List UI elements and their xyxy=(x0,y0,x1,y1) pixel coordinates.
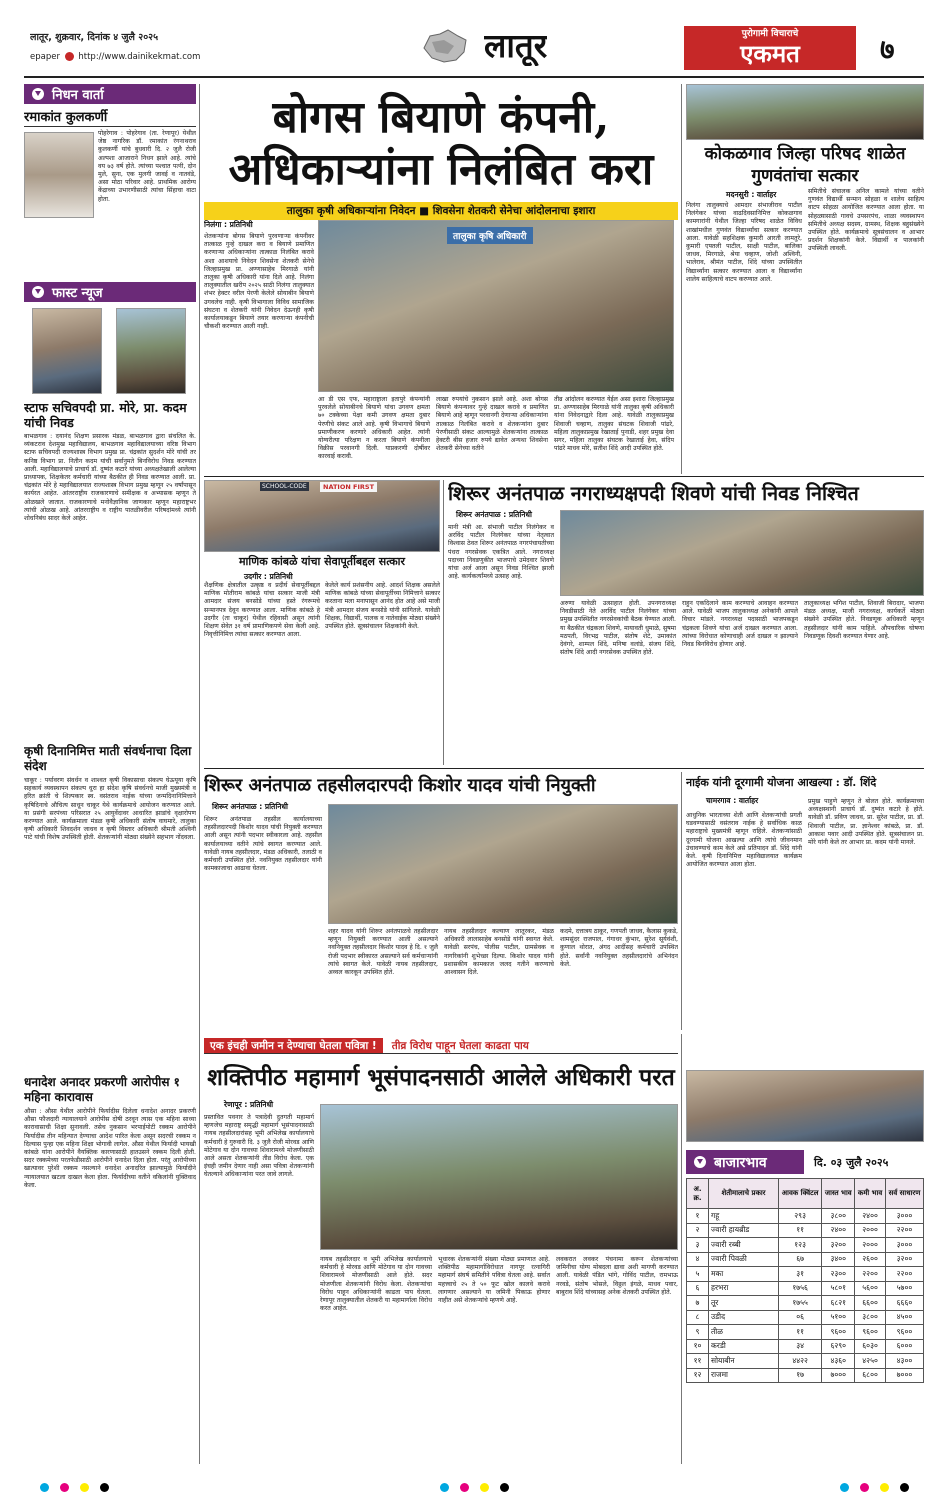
market-cell: ज्वारी पिवळी xyxy=(709,1252,779,1267)
market-cell: १२३ xyxy=(779,1238,822,1253)
market-cell: ३१ xyxy=(779,1267,822,1282)
market-cell: सोयाबीन xyxy=(709,1354,779,1369)
globe-icon xyxy=(65,52,74,61)
shirur2-story xyxy=(204,772,678,1030)
market-row xyxy=(687,1238,924,1253)
masthead xyxy=(0,0,945,78)
market-cell: गहू xyxy=(709,1209,779,1224)
lead-col2: आ डी एस एफ, महाराष्ट्राला इतापुरे कंपन्यांनी पुरवलेले सोयाबीनचे बियाणे यांचा उगवण क्षमता ७० टक्केच्या पेक्षा कमी उगवण क्षमता दुबार पेरणीचे संकट आले आहे. कृषी विभागाचे बियाणे प्रमाणीकरण करणारे अधिकारी आहेत. त्यांनी योग्यरीत्या परिक्षण न करता बियाणे कंपनीला विक्रीस परवानगी दिली. याप्रकरणी दोषींवर कारवाई करावी. xyxy=(318,396,430,461)
shaktipeeth-story xyxy=(204,1058,678,1464)
lead-photo-sign: तालुका कृषि अधिकारी xyxy=(447,227,533,244)
market-cell: ५ xyxy=(687,1267,709,1282)
krishi-headline: कृषी दिनानिमित्त माती संवर्धनाचा दिला संदेश xyxy=(24,744,192,773)
kicker-line xyxy=(204,1034,678,1054)
market-cell: ज्वारी हायब्रीड xyxy=(709,1223,779,1238)
shirur1-col2: राहुन एकदिलाने काम करण्याचे आवाहन करण्यात आले. यावेळी भाजप तालुकाध्यक्ष अनेकांनी आपले विचार मांडले. नगराध्यक्ष पदासाठी भाजपकडून चंद्रकला शिवणे यांचा अर्ज दाखल करण्यात आला. त्यांच्या विरोधात कोणाचाही अर्ज दाखल न झाल्याने निवड बिनविरोध होणार आहे. xyxy=(682,600,798,649)
market-cell: ०६ xyxy=(779,1310,822,1325)
market-table-header xyxy=(687,1179,924,1209)
shirur1-headline: शिरूर अनंतपाळ नगराध्यक्षपदी शिवणे यांची निवड निश्चित xyxy=(448,482,859,505)
masthead-rule xyxy=(24,76,924,78)
market-row xyxy=(687,1296,924,1311)
registration-mark xyxy=(440,1483,449,1492)
market-cell: ३००० xyxy=(885,1209,923,1224)
naik-story xyxy=(686,772,924,1144)
registration-mark xyxy=(840,1483,849,1492)
registration-mark xyxy=(500,1483,509,1492)
registration-mark xyxy=(60,1483,69,1492)
top-right-story xyxy=(686,84,924,474)
market-cell: ३२०० xyxy=(885,1252,923,1267)
market-cell: २४०० xyxy=(855,1209,886,1224)
kicker-highlight: एक इंचही जमीन न देण्याचा घेतला पवित्रा ! xyxy=(204,1038,383,1054)
col-header: जास्त भाव xyxy=(822,1179,855,1209)
market-box xyxy=(686,1150,924,1464)
registration-mark xyxy=(40,1483,49,1492)
fast-news-bar: फास्ट न्यूज xyxy=(24,282,196,302)
lead-divider xyxy=(681,84,682,474)
naik-col2: प्रमुख पाहुणे म्हणून ते बोलत होते. कार्यक्रमाच्या अध्यक्षस्थानी प्राचार्य डॉ. दुष्यंत कटारे हे होते. यावेळी डॉ. प्रविण जाधव, प्रा. सुरेश पाटील, प्रा. डॉ. शिवाजी पाटील, प्रा. ज्ञानेश्वर कांबळे, प्रा. डॉ. आकाश पवार आदी उपस्थित होते. सूत्रसंचालन प्रा. मोरे यांनी केले तर आभार प्रा. कदम यांनी मानले. xyxy=(808,798,924,847)
shirur2-col2: शहर यादव यांनी शिरूर अनंतपाळचे तहसीलदार म्हणून नियुक्ती करण्यात आली असल्याने नवनियुक्त तहसीलदार किशोर यादव हे दि. १ जुलै रोजी पदभार स्वीकारत असल्याने सर्व कर्मचाऱ्यांनी त्यांचे स्वागत केले. यावेळी नायब तहसीलदार, अव्वल कारकून उपस्थित होते. xyxy=(328,928,438,977)
market-cell: ९६०० xyxy=(822,1325,855,1340)
market-cell: मका xyxy=(709,1267,779,1282)
market-cell: ६६०० xyxy=(855,1296,886,1311)
market-cell: ३००० xyxy=(885,1238,923,1253)
market-cell: २३०० xyxy=(822,1267,855,1282)
market-cell: ६७ xyxy=(779,1252,822,1267)
brand-tagline: पुरोगामी विचाराचे xyxy=(741,29,799,39)
lead-photo xyxy=(318,220,674,392)
obituary-photo xyxy=(24,132,94,218)
market-cell: २००० xyxy=(855,1238,886,1253)
dhanadesh-headline: धनादेश अनादर प्रकरणी आरोपीस १ महिना कारावास xyxy=(24,1075,180,1104)
col-header: अ. क्र. xyxy=(687,1179,709,1209)
shirur1-story xyxy=(448,480,924,765)
section-rule-2 xyxy=(204,768,924,769)
market-cell: १० xyxy=(687,1339,709,1354)
top-right-dateline: मदनसुरी : वार्ताहर xyxy=(726,190,777,199)
shirur2-col4: कदमे, दत्तात्रय ठाकूर, गणपती जाधव, कैलास कुकडे, शामसुंदर राजपाल, गंगाधर कुंभार, सुरेश सूर्यवंशी, कुणाल थोरात, अंगद आदींसह कर्मचारी उपस्थित होते. सर्वांनी नवनियुक्त तहसीलदारांचे अभिनंदन केले. xyxy=(560,928,678,968)
sanman-headline: माणिक कांबळे यांचा सेवापूर्तीबद्दल सत्कार xyxy=(238,555,406,568)
portrait-kadam xyxy=(116,308,186,394)
kicker-rest: तीव्र विरोध पाहून घेतला काढता पाय xyxy=(391,1040,529,1052)
market-cell: ५१०० xyxy=(822,1310,855,1325)
market-cell: ४३६० xyxy=(822,1354,855,1369)
date-line: लातूर, शुक्रवार, दिनांक ४ जुलै २०२५ xyxy=(30,32,159,43)
market-cell: ९६०० xyxy=(855,1325,886,1340)
market-cell: ११ xyxy=(687,1354,709,1369)
registration-mark xyxy=(860,1483,869,1492)
sanman-photo xyxy=(204,480,440,552)
brand-logo xyxy=(684,26,856,70)
market-cell: ३८०० xyxy=(822,1209,855,1224)
market-cell: ३२०० xyxy=(822,1238,855,1253)
market-cell: ११ xyxy=(779,1325,822,1340)
market-title-bar: बाजारभाव xyxy=(686,1150,804,1174)
market-row xyxy=(687,1267,924,1282)
registration-mark xyxy=(480,1483,489,1492)
sanman-divider xyxy=(443,480,444,765)
shaktipeeth-col1: प्रस्तावित पवनार ते पत्रादेवी दुतगती महामार्ग म्हणजेच महाराष्ट्र समृद्धी महामार्ग भूसंपादनासाठी नायब तहसीलदारांसह भूमी अभिलेख कार्यालयाचे कर्मचारी हे गुरुवारी दि. ३ जुलै रोजी मोरवड आणि मोटेगाव या दोन गावच्या शिवारामध्ये मोजणीसाठी आले असता शेतकऱ्यांनी तीव्र विरोध केला. एक इंचही जमीन देणार नाही असा पवित्रा शेतकऱ्यांनी घेतल्याने अधिकाऱ्यांना परत जावे लागले. xyxy=(204,1114,314,1179)
brand-name: एकमत xyxy=(740,39,800,68)
shirur2-col3: नायब तहसीलदार कल्याण लातूरकर, मंडळ अधिकारी लालासाहेब बनसोडे यांनी स्वागत केले. यावेळी सरपंच, पोलीस पाटील, ग्रामसेवक व नागरिकांनी शुभेच्छा दिल्या. किशोर यादव यांनी प्रशासकीय कामकाज जलद गतीने करण्याचे आश्वासन दिले. xyxy=(444,928,554,977)
market-cell: ६८२१ xyxy=(822,1296,855,1311)
registration-mark xyxy=(100,1483,109,1492)
market-cell: ६६६० xyxy=(885,1296,923,1311)
shaktipeeth-col2: नायब तहसीलदार व भूमी अभिलेख कार्यालयाचे कर्मचारी हे मोरवड आणि मोटेगाव या दोन गावच्या शिवारामध्ये मोजणीसाठी आले होते. सदर मोजणीला शेतकऱ्यांनी विरोध केला. शेतकऱ्यांचा विरोध पाहून अधिकाऱ्यांनी काढता पाय घेतला. रेणापूर तालुक्यातील शेतकरी या महामार्गाला विरोध करत आहेत. xyxy=(320,1256,432,1313)
fast-news-headline: स्टाफ सचिवपदी प्रा. मोरे, प्रा. कदम यांची निवड xyxy=(24,400,187,430)
market-row xyxy=(687,1368,924,1383)
market-cell: ४४२२ xyxy=(779,1354,822,1369)
market-cell: ५६०० xyxy=(855,1281,886,1296)
sanman-banner1: SCHOOL-CODE xyxy=(262,483,307,490)
sanman-dateline: उदगीर : प्रतिनिधी xyxy=(244,572,293,581)
shirur1-photo xyxy=(560,510,924,596)
market-cell: १२ xyxy=(687,1368,709,1383)
top-right-col2: समितीचे संचालक अनिल कामले यांच्या वतीने गुणवंत विद्यार्थी सन्मान सोहळा व शालेय साहित्य वाटप सोहळा आयोजित करण्यात आला होता. या सोहळ्यासाठी गावचे उपसरपंच, शाळा व्यवस्थापन समितीचे अध्यक्ष सदस्य, ग्रामस्थ, शिक्षक बहुसंख्येने उपस्थित होते. कार्यक्रमाचे सूत्रसंचालन व आभार प्रदर्शन शिक्षकांनी केले. विद्यार्थी व पालकांनी उपस्थिती लावली. xyxy=(808,188,924,253)
obituary-bar: निधन वार्ता xyxy=(24,84,196,104)
market-row xyxy=(687,1354,924,1369)
page-number: ७ xyxy=(880,33,895,66)
market-cell: २९३ xyxy=(779,1209,822,1224)
registration-mark xyxy=(900,1483,909,1492)
bullet-icon xyxy=(32,88,44,100)
market-cell: ३८०० xyxy=(855,1310,886,1325)
lead-col3: लाखा रुपयांचे नुकसान झाले आहे. अशा बोगस बियाणे कंपन्यावर गुन्हे दाखल करावे व प्रमाणित बियाणे आहे म्हणून परवानगी देणाऱ्या अधिकाऱ्यांना तात्काळ निलंबित करावे व शेतकऱ्यांना दुबार पेरणीसाठी संकट आल्यामुळे शेतकऱ्यांना तात्काळ हेक्टरी बीस हजार रुपये द्यावेत अन्यथा शिवसेना शेतकरी सेनेच्या वतीने xyxy=(436,396,549,453)
shirur1-col1: अरुणा यावेळी उत्साहात होती. उपनगराध्यक्ष निवडीसाठी नेते अरविंद पाटील निलंगेकर यांच्या प्रमुख उपस्थितीत नगरसेवकांची बैठक घेण्यात आली. या बैठकीत चंद्रकला शिवणे, मायावती धुमाळे, सुषमा मठपती, विरभद्र पाटील, संतोष शेटे, उमाकांत देवंगरे, शाम्पल शिंदे, मनिषा वलांडे, संजय शिंदे, संतोष शिंदे आदी नगरसेवक उपस्थित होते. xyxy=(560,600,676,657)
market-cell: ३४०० xyxy=(822,1252,855,1267)
naik-dateline: चामरगाव : वार्ताहर xyxy=(706,796,759,805)
market-cell: २६०० xyxy=(855,1252,886,1267)
shaktipeeth-photo xyxy=(320,1104,678,1250)
market-row xyxy=(687,1310,924,1325)
market-row xyxy=(687,1252,924,1267)
market-header xyxy=(686,1150,924,1174)
naik-headline: नाईक यांनी दूरगामी योजना आखल्या : डॉ. शिंदे xyxy=(686,776,877,789)
printer-marks-bottom xyxy=(0,1478,945,1498)
market-cell: २००० xyxy=(855,1223,886,1238)
shaktipeeth-col3: भूधारक शेतकऱ्यांनी संख्या मोठ्या प्रमाणात आहे. शक्तिपीठ महामार्गाविरोधात नागपूर रत्नागिरी महामार्ग संघर्ष समितीने पवित्रा घेतला आहे. सर्वात महत्त्वाचे २५ ते ५० फूट खोल कालवे करावे लागणार असल्याने या जमिनी पिकाऊ होणार नाहीत असे शेतकऱ्यांचे म्हणणे आहे. xyxy=(438,1256,550,1305)
shirur2-photo xyxy=(328,804,678,924)
sanman-col2: केलेले कार्य प्रशंसनीय आहे. आदर्श शिक्षक असलेले माणिक कांबळे यांच्या सेवापूर्तीच्या निमित्ताने सत्कार करताना मला मनापासून आनंद होत आहे असे माजी मंत्री आमदार संजय बनसोडे यांनी सांगितले. यावेळी शिक्षक, विद्यार्थी, पालक व नातेवाईक मोठ्या संख्येने उपस्थित होते. सूत्रसंचालन शिक्षकांनी केले. xyxy=(325,582,440,631)
naik-col1: आधुनिक भारताच्या शेती आणि शेतकऱ्यांची प्रगती घडवण्यासाठी वसंतराव नाईक हे सर्वाधिक काळ महाराष्ट्राचे मुख्यमंत्री म्हणून राहिले. शेतकऱ्यांसाठी दूरगामी योजना आखल्या आणि त्यांचे जीवनमान उंचावण्याचे काम केले असे प्रतिपादन डॉ. शिंदे यांनी केले. कृषी दिनानिमित्त महाविद्यालयात कार्यक्रम आयोजित करण्यात आला होता. xyxy=(686,812,802,869)
bullet-icon xyxy=(32,286,44,298)
shirur1-dateline: शिरूर अनंतपाळ : प्रतिनिधी xyxy=(456,510,532,519)
students-photo xyxy=(686,84,924,140)
market-cell: २२०० xyxy=(885,1267,923,1282)
col-header: सर्व साधारण xyxy=(885,1179,923,1209)
market-cell: ६०३० xyxy=(855,1339,886,1354)
epaper-label xyxy=(30,52,200,62)
epaper-text: epaper xyxy=(30,52,60,62)
market-cell: ४ xyxy=(687,1252,709,1267)
col-header: कमी भाव xyxy=(855,1179,886,1209)
market-cell: १७ xyxy=(779,1368,822,1383)
market-cell: ५७०० xyxy=(885,1281,923,1296)
shirur1-col3: तालुकाध्यक्ष भगिश पाटील, शिवाजी बिरादार, भाजपा मंडळ अध्यक्ष, माजी नगराध्यक्ष, कार्यकर्ते मोठ्या संख्येने उपस्थित होते. निवडणूक अधिकारी म्हणून तहसीलदार यांनी काम पाहिले. औपचारिक घोषणा निवडणूक दिवशी करण्यात येणार आहे. xyxy=(804,600,924,640)
market-cell: ७००० xyxy=(822,1368,855,1383)
market-cell: ४५०० xyxy=(885,1310,923,1325)
fast-news-text: बाभळगाव : दयानंद शिक्षण प्रसारक मंडळ, बाभळगाव द्वारा संचलित के. व्यंकटराव देशमुख महाविद्यालय, बाभळगाव महाविद्यालयाच्या वरिष्ठ विभाग स्टाफ सचिवपदी राज्यशास्त्र विभाग प्रमुख प्रा. चंद्रकांत सुदर्शन मोरे यांची तर कनिष्ठ विभाग प्रा. नितीन कदम यांची सर्वानुमते बिनविरोध निवड करण्यात आली. महाविद्यालयाचे प्राचार्य डॉ. दुष्यंत कटारे यांच्या अध्यक्षतेखाली आलेल्या प्राध्यापक, शिक्षकेतर कर्मचारी यांच्या बैठकीत ही निवड करण्यात आली. प्रा. चंद्रकांत मोरे हे महाविद्यालयात राज्यशास्त्र विभाग प्रमुख म्हणून २५ वर्षांपासून कार्यरत आहेत. आंतरराष्ट्रीय राजकारणाचे समीक्षक व अभ्यासक म्हणून ते ओळखले जातात. राजकारणाचे मनोवैज्ञानिक जाणकार म्हणून महाराष्ट्रभर त्यांची ओळख आहे. आंतरराष्ट्रीय व राष्ट्रीय पातळीवरील परिषदांमध्ये त्यांनी शोधनिबंध सादर केले आहेत. xyxy=(24,433,196,523)
sanman-col1: शैक्षणिक क्षेत्रातील उत्कृष्ठ व प्रदीर्घ सेवापूर्तीबद्दल माणिक मोतीराम कांबळे यांचा सत्कार माजी मंत्री आमदार संजय बनसोडे यांच्या हस्ते रंगरूमचे सन्मानपत्र देवून करण्यात आला. माणिक कांबळे हे उदगीर (ता चाकूर) येथील रहिवासी असून त्यांनी शिक्षण सेवेत ३१ वर्ष प्रामाणिकपणे सेवा केली आहे. निवृत्तीनिमित्त त्यांचा सत्कार करण्यात आला. xyxy=(204,582,320,639)
lead-col4: तीव्र आंदोलन करण्यात येईल असा इशारा जिल्हाप्रमुख प्रा. अण्णासाहेब मिरगाळे यांनी तालुका कृषी अधिकारी यांना निवेदनाद्वारे दिला आहे. यावेळी तालुकाप्रमुख शिवाजी चव्हाण, तालुका संघटक शिवाजी पांढरे, महिला तालुकाप्रमुख रेखाताई पुनाडी, शहर प्रमुख देवा सगर, महिला तालुका संघटक रेखाताई हेवा, संदिप पांढरे माधव मोरे, सतीश शिंदे आदी उपस्थित होते. xyxy=(554,396,674,453)
market-row xyxy=(687,1325,924,1340)
market-cell: राजमा xyxy=(709,1368,779,1383)
lead-dateline: निलंगा : प्रतिनिधी xyxy=(204,220,253,229)
website-url[interactable]: http://www.dainikekmat.com xyxy=(78,52,201,62)
market-cell: ४३०० xyxy=(885,1354,923,1369)
market-cell: ज्वारी रब्बी xyxy=(709,1238,779,1253)
lead-col1: शेतकऱ्यांना बोगस बियाणे पुरवणाऱ्या कंपनीवर तात्काळ गुन्हे दाखल करा व बियाणे प्रमाणित करणाऱ्या अधिकाऱ्यांना तात्काळ निलंबित करावे अशा आशयाचे निवेदन शिवसेना शेतकरी सेनेचे जिल्हाप्रमुख प्रा. अण्णासाहेब मिरगाळे यांनी तालुका कृषी अधिकारी यांना दिले आहे. निलंगा तालुक्यातील खरीप २०२५ साठी निलंगा तालुक्यात शंभर हेक्टर वरील पेरणी केलेले सोयाबीन बियाणे उगवलेच नाही. कृषी विभागाला विविध सामाजिक संघटना व शेतकरी यांनी निवेदन देऊनही कृषी कार्यालयाकडून बियाणे तयार करणाऱ्या कंपनीची चौकशी करण्यात आली नाही. xyxy=(204,233,314,331)
obituary-name: रमाकांत कुलकर्णी xyxy=(24,107,196,127)
city-name: लातूर xyxy=(484,26,548,65)
market-cell: २२०० xyxy=(885,1223,923,1238)
bullet-icon xyxy=(694,1156,706,1168)
market-cell: ४२५० xyxy=(855,1354,886,1369)
top-right-col1: निलंगा तालुक्याचे आमदार संभाजीराव पाटील निलंगेकर यांच्या वाढदिवसानिमित्त कोकळगाव कामगारांनी येथील जिल्हा परिषद शाळेत विविध शाखांमधील गुणवंत विद्यार्थ्यांचा सत्कार करण्यात आला. यावेळी सहशिक्षक कुमारी आरती लामतुरे, कुमारी एफ्तली पाटील, साक्षी पाटील, बालिका जाधव, मिरगाळे, श्रेया चव्हाण, जोशी अश्विनी, भालेराव, श्रीमंत पाटील, शिंदे यांच्या उपस्थितीत विद्यार्थ्यांना सत्कार करण्यात आला व विद्यार्थ्यांना शालेय साहित्याचे वाटप करण्यात आले. xyxy=(686,202,802,283)
market-row xyxy=(687,1339,924,1354)
market-cell: ३ xyxy=(687,1238,709,1253)
portrait-more xyxy=(32,308,102,394)
market-cell: ६ xyxy=(687,1281,709,1296)
naik-photo xyxy=(686,1070,924,1142)
shirur2-dateline: शिरूर अनंतपाळ : प्रतिनिधी xyxy=(212,802,288,811)
market-cell: ६००० xyxy=(885,1339,923,1354)
section-rule-1 xyxy=(204,476,924,477)
registration-mark xyxy=(460,1483,469,1492)
market-cell: २ xyxy=(687,1223,709,1238)
dhanadesh-text: औसा : औसा येथील आरोपीने फिर्यादीस दिलेला धनादेश अनादर प्रकरणी औसा फौजदारी न्यायालयाने आरोपीस दोषी ठरवून त्यास एक महिना साध्या कारावासाची शिक्षा सुनावली. तसेच नुकसान भरपाईपोटी रक्कम आरोपीने फिर्यादीस तीन महिन्यात देण्याचा आदेश पारित केला असून सदरची रक्कम न दिल्यास पुन्हा एक महिना शिक्षा भोगावी लागेल. औसा येथील फिर्यादी भायखी कांबळे यांना आरोपीने वैयक्तिक कारणासाठी हातउसने रक्कम दिली होती. सदर रक्कमेच्या परतफेडीसाठी आरोपीने धनादेश दिला होता. परंतु आरोपीच्या खात्यावर पुरेशी रक्कम नसल्याने धनादेश अनादरित झाल्यामुळे फिर्यादीने न्यायालयात खटला दाखल केला होता. फिर्यादीच्या वतीने वकिलांनी युक्तिवाद केला. xyxy=(24,1108,196,1189)
shirur2-col1: शिरूर अनंतपाळ तहसील कार्यालयाच्या तहसीलदारपदी किशोर यादव यांची नियुक्ती करण्यात आली असून त्यांनी पदभार स्वीकारला आहे. तहसील कार्यालयाच्या वतीने त्यांचे स्वागत करण्यात आले. यावेळी नायब तहसीलदार, मंडळ अधिकारी, तलाठी व कर्मचारी उपस्थित होते. नवनियुक्त तहसीलदार यांनी कामकाजाचा आढावा घेतला. xyxy=(204,816,322,873)
shirur2-headline: शिरूर अनंतपाळ तहसीलदारपदी किशोर यादव यांची नियुक्ती xyxy=(204,775,596,796)
shaktipeeth-divider xyxy=(681,1034,682,1464)
market-cell: १७५६ xyxy=(779,1281,822,1296)
market-cell: २२०० xyxy=(855,1267,886,1282)
lead-headline-1: बोगस बियाणे कंपनी, xyxy=(272,92,610,143)
market-cell: ६२९० xyxy=(822,1339,855,1354)
shaktipeeth-headline: शक्तिपीठ महामार्ग भूसंपादनसाठी आलेले अधिकारी परत xyxy=(207,1064,675,1091)
shaktipeeth-dateline: रेणापूर : प्रतिनिधी xyxy=(224,1100,274,1109)
market-cell: ५८०१ xyxy=(822,1281,855,1296)
market-date: दि. ०३ जुलै २०२५ xyxy=(814,1155,889,1169)
shirur1-lead: मानी मंत्री आ. संभाजी पाटील निलंगेकर व अरविंद पाटील निलंगेकर यांच्या नेतृत्वात विश्वास ठेवत शिरूर अनंतपाळ नगरपंचायतीच्या पंधरा नगरसेवक एकत्रित आले. नगराध्यक्ष पदाच्या निवडणुकीत भाजपाचे उमेदवार शिवणे यांचा अर्ज आला असून निवड निश्चित झाली आहे. कार्यकर्त्यांमध्ये उत्साह आहे. xyxy=(448,524,554,581)
market-cell: हरभरा xyxy=(709,1281,779,1296)
market-cell: ८ xyxy=(687,1310,709,1325)
left-column-divider xyxy=(199,84,200,1464)
col-header: आवक क्विंटल xyxy=(779,1179,822,1209)
market-row xyxy=(687,1209,924,1224)
sanman-banner2: NATION FIRST xyxy=(320,482,377,492)
registration-mark xyxy=(80,1483,89,1492)
market-cell: ६८०० xyxy=(855,1368,886,1383)
obituary-text: पोहरेगाव : पोहरेगाव (ता. रेणापूर) येथील जेष्ठ नागरिक डॉ. रमाकांत रंगनाथराव कुलकर्णी यांचे बुधवारी दि. २ जुलै रोजी अल्पशा आजाराने निधन झाले आहे. त्यांचे वय ७३ वर्ष होते. त्यांच्या पश्चात पत्नी, दोन मुले, सुना, एक मुलगी जावई व नातवंडे, असा मोठा परिवार आहे. प्राथमिक आरोग्य केंद्राच्या उभारणीसाठी त्यांचा सिंहाचा वाटा होता. xyxy=(98,130,196,203)
market-cell: उडीद xyxy=(709,1310,779,1325)
krishi-text: चाकूर : पर्यावरण संवर्धन व शाश्वत कृषी विकासाचा संकल्प घेऊयूया कृषि सहकार्य व्यवस्थापन संकल्प धुरा हा संदेश कृषि संवर्धनचे माजी मुख्यमंत्री व हरित क्रांती चे शिल्पकार स्व. वसंतराव नाईक यांच्या जन्मदिनानिमित्ताने कृषिदिनाचे औचित्य साधून चाकूर येथे कार्यक्रमाचे आयोजन करण्यात आले. या प्रसंगी सरपंच्या परिसरात २५ आयुर्वेदावर आधारित झाडांचे वृक्षारोपण करण्यात आले. कार्यक्रमाला मंडळ कृषी अधिकारी संतोष वाघमारे, तालुका कृषी अधिकारी शिवदर्शन जाधव व कृषी विस्तार अधिकारी श्रीमती अश्विनी पाटे यांची विशेष उपस्थिती होती. शेतकऱ्यांनी मोठ्या संख्येने सहभाग नोंदवला. xyxy=(24,777,196,842)
market-cell: तूर xyxy=(709,1296,779,1311)
registration-mark xyxy=(880,1483,889,1492)
market-row xyxy=(687,1223,924,1238)
lead-subhead: तालुका कृषी अधिकाऱ्यांना निवेदन ■ शिवसेना शेतकरी सेनेचा आंदोलनाचा इशारा xyxy=(204,202,678,220)
market-cell: ३४ xyxy=(779,1339,822,1354)
market-cell: ७ xyxy=(687,1296,709,1311)
market-table xyxy=(686,1178,924,1383)
lead-story xyxy=(204,84,678,474)
shaktipeeth-col4: लवकरात लवकर पंचनामा करून शेतकऱ्यांच्या जमिनीचा योग्य मोबदला द्यावा अशी मागणी करण्यात आली. यावेळी पंडित भांगे, गोविंद पाटील, रामभाऊ नरवडे, संतोष भोसले, विठ्ठल इंगळे, माधव पवार, बाबुराव शिंदे यांच्यासह अनेक शेतकरी उपस्थित होते. xyxy=(556,1256,678,1296)
left-column xyxy=(24,84,196,1464)
market-cell: १७५५ xyxy=(779,1296,822,1311)
market-cell: ७००० xyxy=(885,1368,923,1383)
market-cell: तीळ xyxy=(709,1325,779,1340)
market-cell: ११ xyxy=(779,1223,822,1238)
market-cell: करडी xyxy=(709,1339,779,1354)
market-cell: ९ xyxy=(687,1325,709,1340)
city-map-emblem xyxy=(418,28,472,66)
market-cell: १ xyxy=(687,1209,709,1224)
shirur2-divider xyxy=(681,772,682,1030)
market-cell: ९६०० xyxy=(885,1325,923,1340)
market-row xyxy=(687,1281,924,1296)
lead-headline-2: अधिकाऱ्यांना निलंबित करा xyxy=(228,144,654,195)
col-header: शेतीमालाचे प्रकार xyxy=(709,1179,779,1209)
top-right-headline: कोकळगाव जिल्हा परिषद शाळेत गुणवंतांचा सत्कार xyxy=(704,144,906,186)
market-cell: २४०० xyxy=(822,1223,855,1238)
